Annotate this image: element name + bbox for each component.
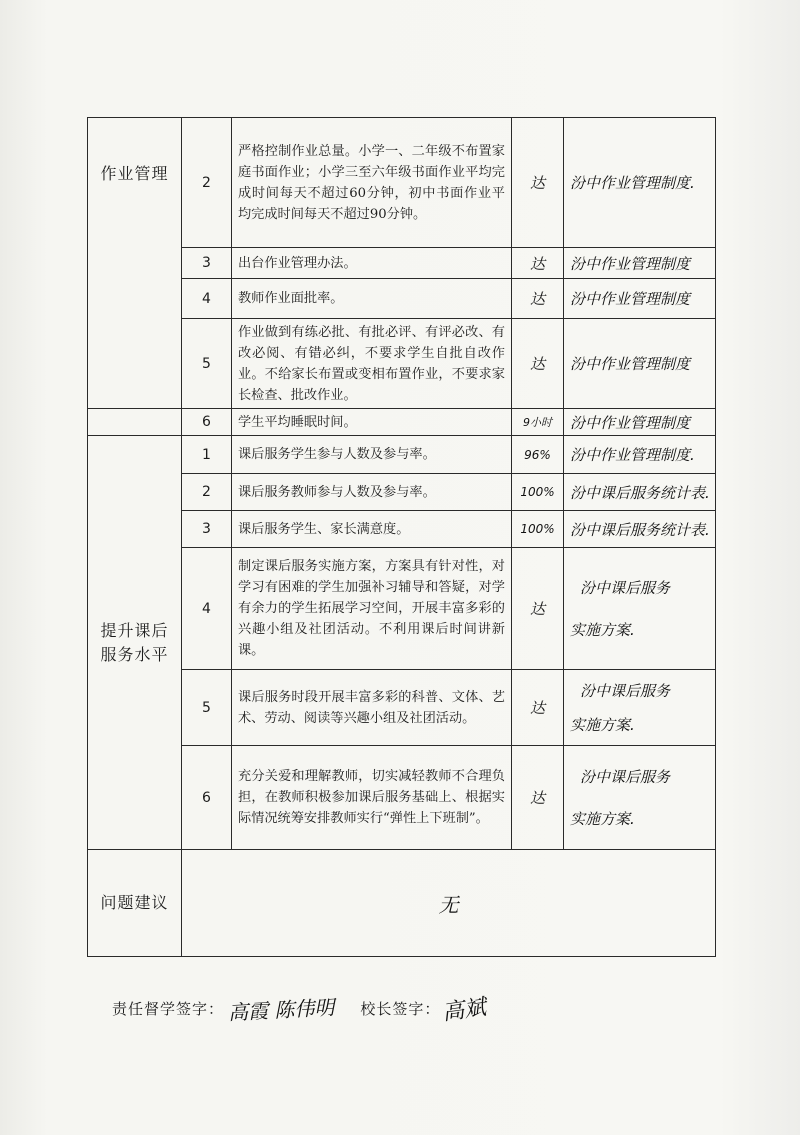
evidence-text <box>564 474 716 511</box>
result-text: 达 <box>512 746 564 850</box>
table-row <box>88 319 716 409</box>
evidence-line1: 汾中课后服务 <box>580 578 671 597</box>
table-row <box>88 248 716 279</box>
result-text: 达 <box>512 118 564 248</box>
item-number: 4 <box>182 548 232 670</box>
category-label-line2: 服务水平 <box>100 644 169 664</box>
evidence-text <box>564 511 716 548</box>
item-number: 2 <box>182 474 232 511</box>
standard-text: 严格控制作业总量。小学一、二年级不布置家庭书面作业；小学三至六年级书面作业平均完成时间每天不超过60分钟，初中书面作业平均完成时间每天不超过90分钟。 <box>232 118 512 248</box>
evidence-text <box>564 118 716 248</box>
result-text: 96% <box>512 436 564 474</box>
evidence-line2: 实施方案. <box>570 809 635 828</box>
supervisor-signature: 高霞 陈伟明 <box>227 994 336 1025</box>
result-text: 达 <box>512 248 564 279</box>
item-number: 3 <box>182 511 232 548</box>
result-text: 达 <box>512 548 564 670</box>
evidence-value: 汾中作业管理制度 <box>570 413 691 432</box>
table-row <box>88 279 716 319</box>
result-text: 100% <box>512 474 564 511</box>
standard-text: 出台作业管理办法。 <box>232 248 512 279</box>
item-number: 6 <box>182 746 232 850</box>
evidence-text <box>564 746 716 850</box>
table-row <box>88 409 716 436</box>
supervision-table <box>87 117 716 957</box>
standard-text: 课后服务时段开展丰富多彩的科普、文体、艺术、劳动、阅读等兴趣小组及社团活动。 <box>232 670 512 746</box>
category-label-line1: 提升课后 <box>100 620 169 640</box>
signature-footer <box>112 988 489 1028</box>
standard-text: 课后服务学生、家长满意度。 <box>232 511 512 548</box>
evidence-text <box>564 436 716 474</box>
category-label: 作业管理 <box>100 164 169 183</box>
item-number: 5 <box>182 319 232 409</box>
standard-text: 制定课后服务实施方案，方案具有针对性，对学习有困难的学生加强补习辅导和答疑，对学有余力的学生拓展学习空间，开展丰富多彩的兴趣小组及社团活动。不利用课后时间讲新课。 <box>232 548 512 670</box>
suggestions-value: 无 <box>182 850 716 957</box>
table-row <box>88 118 716 248</box>
evidence-value: 汾中课后服务统计表. <box>570 520 710 539</box>
item-number: 3 <box>182 248 232 279</box>
item-number: 2 <box>182 118 232 248</box>
principal-signature: 高斌 <box>441 994 489 1026</box>
category-cell <box>88 118 182 409</box>
standard-text: 课后服务教师参与人数及参与率。 <box>232 474 512 511</box>
table-row <box>88 746 716 850</box>
standard-text: 学生平均睡眠时间。 <box>232 409 512 436</box>
result-text: 9小时 <box>512 409 564 436</box>
suggestions-label-cell <box>88 850 182 957</box>
table-row <box>88 436 716 474</box>
standard-text: 作业做到有练必批、有批必评、有评必改、有改必阅、有错必纠，不要求学生自批自改作业。不给家长布置或变相布置作业，不要求家长检查、批改作业。 <box>232 319 512 409</box>
evidence-text <box>564 548 716 670</box>
evidence-line1: 汾中课后服务 <box>580 681 671 700</box>
evidence-line2: 实施方案. <box>570 620 635 639</box>
supervisor-signature-label: 责任督学签字： <box>112 999 225 1018</box>
table-row <box>88 511 716 548</box>
standard-text: 充分关爱和理解教师，切实减轻教师不合理负担，在教师积极参加课后服务基础上、根据实际情况统筹安排教师实行“弹性上下班制”。 <box>232 746 512 850</box>
evidence-line2: 实施方案. <box>570 715 635 734</box>
evidence-value: 汾中课后服务统计表. <box>570 483 710 502</box>
item-number: 4 <box>182 279 232 319</box>
evidence-text <box>564 279 716 319</box>
item-number: 6 <box>182 409 232 436</box>
table-row <box>88 548 716 670</box>
evidence-text <box>564 409 716 436</box>
standard-text: 课后服务学生参与人数及参与率。 <box>232 436 512 474</box>
evidence-value: 汾中作业管理制度 <box>570 355 691 373</box>
item-number: 1 <box>182 436 232 474</box>
evidence-text <box>564 670 716 746</box>
standard-text: 教师作业面批率。 <box>232 279 512 319</box>
table-row <box>88 474 716 511</box>
evidence-value: 汾中作业管理制度 <box>570 254 691 273</box>
result-text: 达 <box>512 319 564 409</box>
evidence-text <box>564 319 716 409</box>
principal-signature-label: 校长签字： <box>360 999 441 1018</box>
table-row <box>88 850 716 957</box>
result-text: 达 <box>512 279 564 319</box>
evidence-line1: 汾中课后服务 <box>580 767 671 786</box>
result-text: 达 <box>512 670 564 746</box>
category-cell <box>88 409 182 436</box>
evidence-value: 汾中作业管理制度. <box>570 174 695 192</box>
evidence-text <box>564 248 716 279</box>
evidence-value: 汾中作业管理制度 <box>570 290 691 308</box>
table-row <box>88 670 716 746</box>
evidence-value: 汾中作业管理制度. <box>570 446 695 464</box>
result-text: 100% <box>512 511 564 548</box>
category-cell <box>88 436 182 850</box>
item-number: 5 <box>182 670 232 746</box>
suggestions-label: 问题建议 <box>100 893 169 912</box>
